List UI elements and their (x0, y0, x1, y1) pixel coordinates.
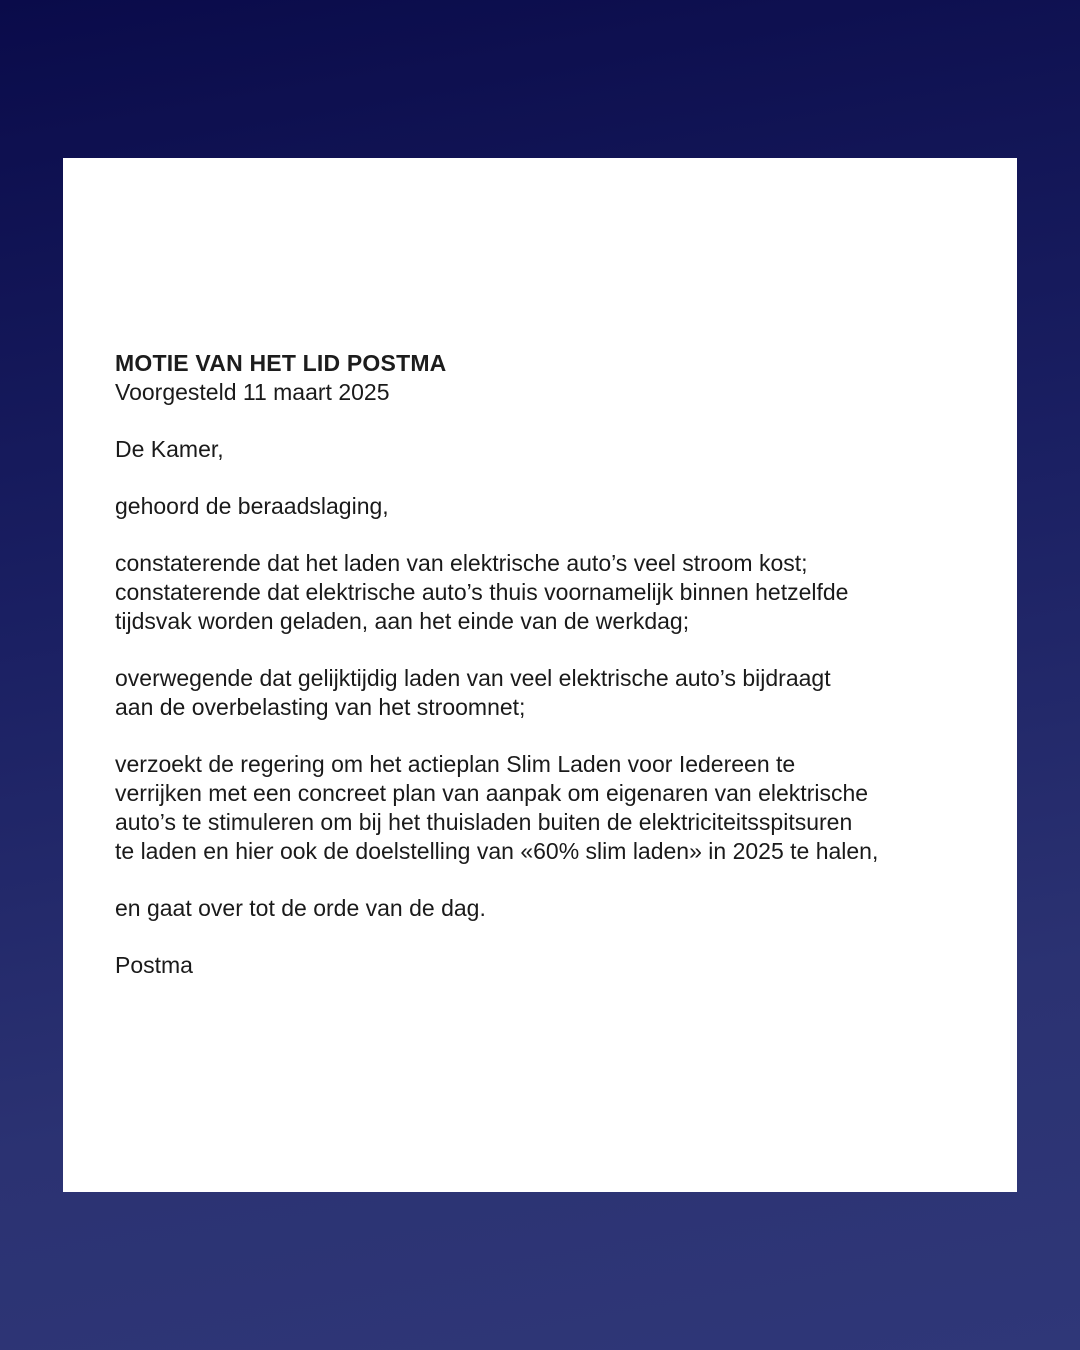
signature: Postma (115, 952, 193, 978)
motion-title: MOTIE VAN HET LID POSTMA (115, 350, 447, 376)
request-clause: verzoekt de regering om het actieplan Slim Laden voor Iedereen te verrijken met een concreet plan van aanpak om eigenaren van elektrische auto’s te stimuleren om bij het thuisladen buiten de elektriciteitsspitsuren te laden en hier ook de doelstelling van «60% slim laden» in 2025 te halen, (115, 751, 879, 864)
closing-clause: en gaat over tot de orde van de dag. (115, 895, 486, 921)
document-page (63, 158, 1017, 1192)
addressee: De Kamer, (115, 436, 224, 462)
motion-date: Voorgesteld 11 maart 2025 (115, 379, 390, 405)
heard-clause: gehoord de beraadslaging, (115, 493, 389, 519)
considering-clauses: constaterende dat het laden van elektrische auto’s veel stroom kost; constaterende dat elektrische auto’s thuis voornamelijk binnen hetzelfde tijdsvak worden geladen, aan het einde van de werkdag; (115, 550, 849, 634)
weighing-clause: overwegende dat gelijktijdig laden van veel elektrische auto’s bijdraagt aan de overbelasting van het stroomnet; (115, 665, 831, 720)
